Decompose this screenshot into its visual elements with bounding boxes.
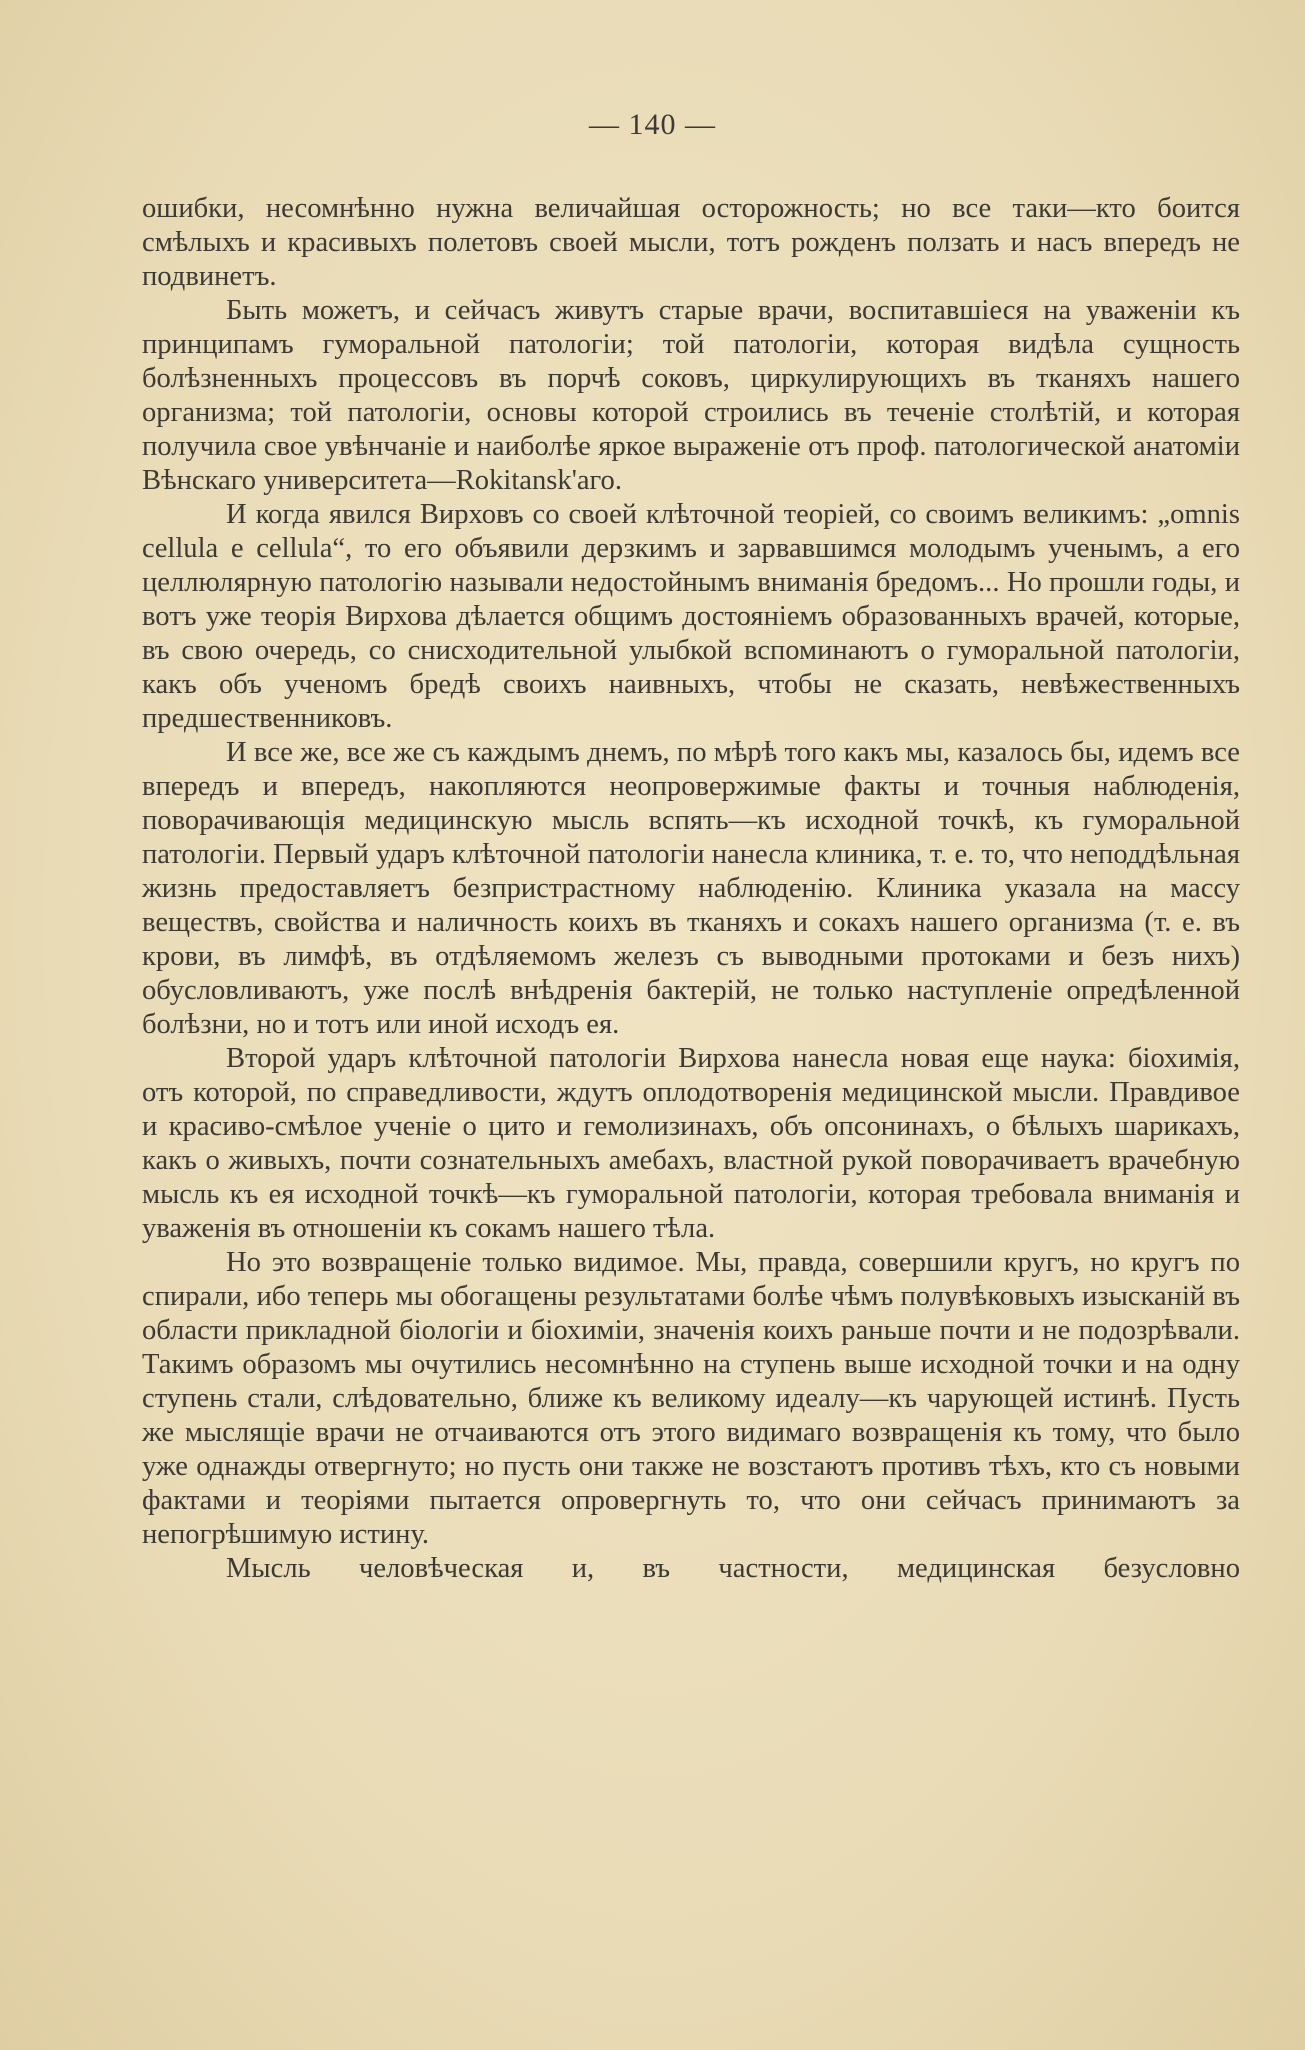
paragraph-3: И когда явился Вирховъ со своей клѣточной теоріей, со своимъ великимъ: „omnis cellula e cellula“, то его объявили дерзкимъ и зарвавшимся молодымъ ученымъ, а его целлюлярную патологію называли недостойнымъ вниманія бредомъ... Но прошли годы, и вотъ уже теорія Вирхова дѣлается общимъ достояніемъ образованныхъ врачей, которые, въ свою очередь, со снисходительной улыбкой вспоминаютъ о гуморальной патологіи, какъ объ ученомъ бредѣ своихъ наивныхъ, чтобы не сказать, невѣжественныхъ предшественниковъ. xyxy=(142,499,1240,734)
paragraph-4: И все же, все же съ каждымъ днемъ, по мѣрѣ того какъ мы, казалось бы, идемъ все впередъ и впередъ, накопляются неопровержимые факты и точныя наблюденія, поворачивающія медицинскую мысль вспять—къ исходной точкѣ, къ гуморальной патологіи. Первый ударъ клѣточной патологіи нанесла клиника, т. е. то, что неподдѣльная жизнь предоставляетъ безпристрастному наблюденію. Клиника указала на массу веществъ, свойства и наличность коихъ въ тканяхъ и сокахъ нашего организма (т. е. въ крови, въ лимфѣ, въ отдѣляемомъ железъ съ выводными протоками и безъ нихъ) обусловливаютъ, уже послѣ внѣдренія бактерій, не только наступленіе опредѣленной болѣзни, но и тотъ или иной исходъ ея. xyxy=(142,737,1240,1040)
body-text xyxy=(142,192,1240,1586)
paragraph-2: Быть можетъ, и сейчасъ живутъ старые врачи, воспитавшіеся на уваженіи къ принципамъ гуморальной патологіи; той патологіи, которая видѣла сущность болѣзненныхъ процессовъ въ порчѣ соковъ, циркулирующихъ въ тканяхъ нашего организма; той патологіи, основы которой строились въ теченіе столѣтій, и которая получила свое увѣнчаніе и наиболѣе яркое выраженіе отъ проф. патологической анатоміи Вѣнскаго университета—Rokitansk'аго. xyxy=(142,295,1240,496)
page-number: — 140 — xyxy=(589,108,716,141)
paragraph-1: ошибки, несомнѣнно нужна величайшая осторожность; но все таки—кто боится смѣлыхъ и красивыхъ полетовъ своей мысли, тотъ рожденъ ползать и насъ впередъ не подвинетъ. xyxy=(142,193,1240,292)
paragraph-6: Но это возвращеніе только видимое. Мы, правда, совершили кругъ, но кругъ по спирали, ибо теперь мы обогащены результатами болѣе чѣмъ полувѣковыхъ изысканій въ области прикладной біологіи и біохиміи, значенія коихъ раньше почти и не подозрѣвали. Такимъ образомъ мы очутились несомнѣнно на ступень выше исходной точки и на одну ступень стали, слѣдовательно, ближе къ великому идеалу—къ чарующей истинѣ. Пусть же мыслящіе врачи не отчаиваются отъ этого видимаго возвращенія къ тому, что было уже однажды отвергнуто; но пусть они также не возстаютъ противъ тѣхъ, кто съ новыми фактами и теоріями пытается опровергнуть то, что они сейчасъ принимаютъ за непогрѣшимую истину. xyxy=(142,1247,1240,1550)
paragraph-5: Второй ударъ клѣточной патологіи Вирхова нанесла новая еще наука: біохимія, отъ которой, по справедливости, ждутъ оплодотворенія медицинской мысли. Правдивое и красиво-смѣлое ученіе о цито и гемолизинахъ, объ опсонинахъ, о бѣлыхъ шарикахъ, какъ о живыхъ, почти сознательныхъ амебахъ, властной рукой поворачиваетъ врачебную мысль къ ея исходной точкѣ—къ гуморальной патологіи, которая требовала вниманія и уваженія въ отношеніи къ сокамъ нашего тѣла. xyxy=(142,1043,1240,1244)
paragraph-7: Мысль человѣческая и, въ частности, медицинская безусловно xyxy=(226,1553,1240,1584)
